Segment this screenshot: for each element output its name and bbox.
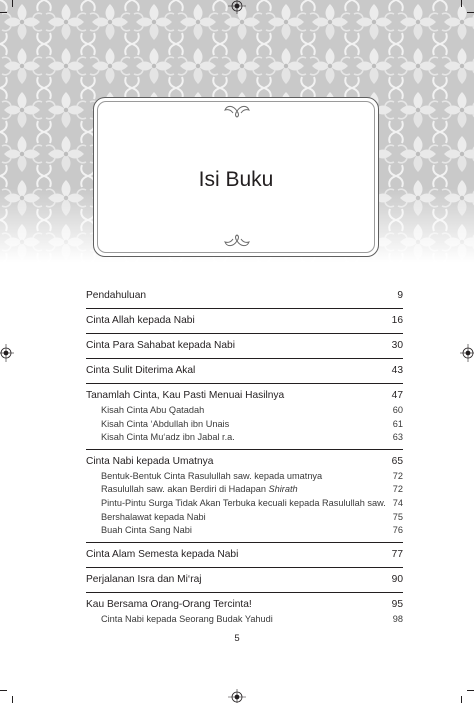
toc-subentry[interactable]: [86, 404, 403, 418]
toc-chapter[interactable]: [86, 453, 403, 470]
crop-mark-icon: [12, 0, 13, 7]
divider: [86, 592, 403, 593]
toc-subentry-title-text: Rasulullah saw. akan Berdiri di Hadapan: [101, 484, 269, 495]
toc-subentry-title: [101, 484, 298, 494]
toc-page-number: 77: [391, 548, 403, 560]
toc-chapter[interactable]: [86, 546, 403, 563]
toc-subentry-title: Bershalawat kepada Nabi: [101, 511, 206, 522]
crop-mark-icon: [0, 690, 7, 691]
toc-chapter[interactable]: [86, 287, 403, 304]
toc-subentry-title: Kisah Cinta ‘Abdullah ibn Unais: [101, 418, 230, 429]
toc-subentry[interactable]: [86, 613, 403, 627]
toc-subentry[interactable]: [86, 483, 403, 497]
divider: [86, 449, 403, 450]
registration-mark-icon: [228, 0, 246, 14]
toc-entry: [86, 596, 403, 627]
toc-entry: [86, 287, 403, 309]
crop-mark-icon: [461, 0, 462, 7]
toc-chapter-title: Cinta Alam Semesta kepada Nabi: [86, 548, 239, 560]
floral-ornament-icon: [222, 104, 252, 118]
toc-chapter-title: Cinta Allah kepada Nabi: [86, 315, 195, 326]
toc-page-number: 30: [391, 340, 403, 351]
toc-subentry-title-emphasis: Shirath: [268, 484, 298, 495]
toc-page-number: 72: [392, 470, 403, 481]
toc-chapter[interactable]: [86, 312, 403, 329]
crop-mark-icon: [467, 12, 474, 13]
toc-entry: [86, 387, 403, 450]
registration-mark-icon: [460, 344, 474, 362]
page-title: Isi Buku: [198, 168, 274, 191]
toc-chapter-title: Tanamlah Cinta, Kau Pasti Menuai Hasilnya: [86, 390, 285, 401]
toc-entry: [86, 453, 403, 543]
crop-mark-icon: [467, 690, 474, 691]
toc-chapter-title: Kau Bersama Orang-Orang Tercinta!: [86, 598, 252, 610]
toc-chapter-title: Cinta Para Sahabat kepada Nabi: [86, 340, 235, 351]
toc-subentry[interactable]: [86, 418, 403, 432]
toc-entry: [86, 571, 403, 593]
toc-subentry[interactable]: [86, 497, 403, 511]
toc-page-number: 61: [392, 418, 403, 429]
toc-page-number: 16: [391, 315, 403, 326]
toc-chapter[interactable]: [86, 596, 403, 613]
toc-page-number: 76: [392, 525, 403, 536]
toc-chapter-title: Perjalanan Isra dan Mi‘raj: [86, 573, 202, 585]
page-number: 5: [234, 633, 240, 644]
toc-subentry-title: Kisah Cinta Abu Qatadah: [101, 405, 205, 415]
toc-subentry[interactable]: [86, 524, 403, 538]
toc-page-number: 9: [397, 290, 403, 301]
toc-page-number: 47: [391, 390, 403, 401]
toc-page-number: 63: [392, 432, 403, 443]
divider: [86, 333, 403, 334]
registration-mark-icon: [0, 344, 14, 362]
toc-entry: [86, 337, 403, 359]
crop-mark-icon: [461, 696, 462, 703]
toc-entry: [86, 362, 403, 384]
toc-chapter[interactable]: [86, 337, 403, 354]
toc-subentry[interactable]: [86, 470, 403, 484]
toc-page-number: 74: [392, 497, 403, 508]
divider: [86, 358, 403, 359]
toc-page-number: 60: [392, 405, 403, 415]
toc-subentry[interactable]: [86, 431, 403, 445]
toc-entry: [86, 312, 403, 334]
table-of-contents: [86, 287, 403, 626]
toc-page-number: 43: [391, 365, 403, 376]
toc-page-number: 72: [392, 484, 403, 495]
toc-chapter[interactable]: [86, 387, 403, 404]
crop-mark-icon: [0, 12, 7, 13]
toc-subentry-title: Cinta Nabi kepada Seorang Budak Yahudi: [101, 613, 273, 624]
registration-mark-icon: [228, 689, 246, 703]
divider: [86, 567, 403, 568]
toc-subentry-title: Kisah Cinta Mu‘adz ibn Jabal r.a.: [101, 432, 235, 443]
toc-page-number: 95: [391, 598, 403, 610]
toc-chapter-title: Cinta Nabi kepada Umatnya: [86, 455, 214, 467]
toc-subentry[interactable]: [86, 511, 403, 525]
toc-page-number: 75: [392, 511, 403, 522]
divider: [86, 542, 403, 543]
floral-ornament-icon: [222, 234, 252, 248]
toc-chapter[interactable]: [86, 362, 403, 379]
toc-subentry-title: Pintu-Pintu Surga Tidak Akan Terbuka kecuali kepada Rasulullah saw.: [101, 497, 386, 508]
toc-subentry-title: Bentuk-Bentuk Cinta Rasulullah saw. kepada umatnya: [101, 470, 323, 481]
toc-chapter-title: Pendahuluan: [86, 290, 147, 301]
toc-page-number: 65: [391, 455, 403, 467]
toc-entry: [86, 546, 403, 568]
toc-subentry-title: Buah Cinta Sang Nabi: [101, 525, 192, 536]
toc-chapter[interactable]: [86, 571, 403, 588]
toc-page-number: 98: [392, 613, 403, 624]
divider: [86, 383, 403, 384]
toc-chapter-title: Cinta Sulit Diterima Akal: [86, 365, 196, 376]
crop-mark-icon: [12, 696, 13, 703]
toc-page-number: 90: [391, 573, 403, 585]
divider: [86, 308, 403, 309]
